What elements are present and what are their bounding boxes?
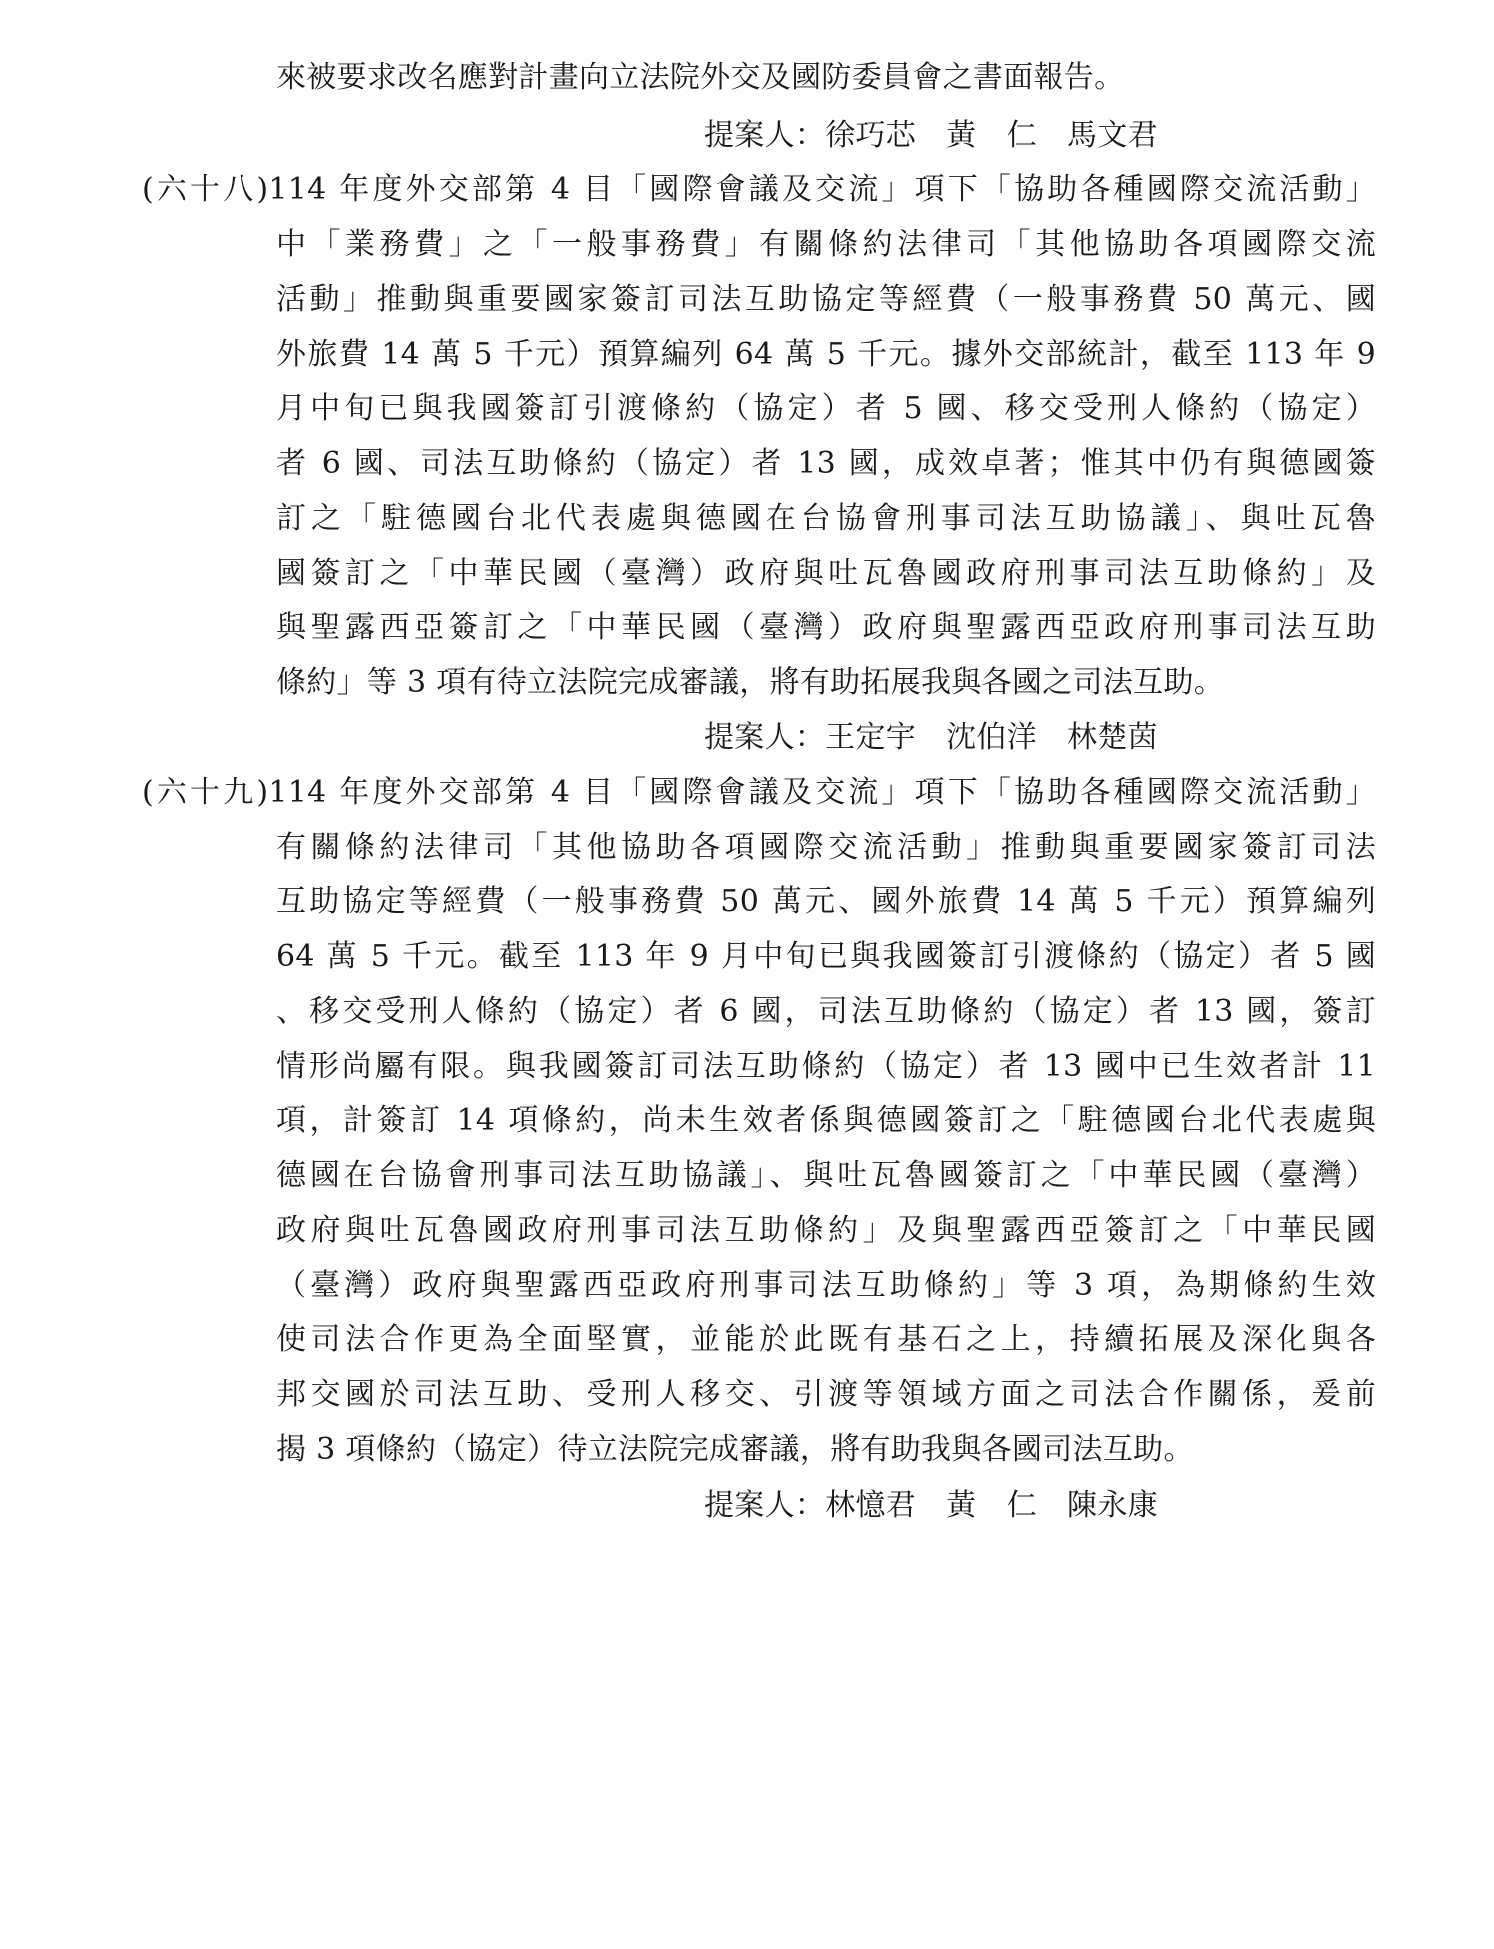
item-number: (六十九) [142,775,269,810]
item-text-line: 訂之「駐德國台北代表處與德國在台協會刑事司法互助協議」、與吐瓦魯 [276,501,1376,536]
proposer-name: 林憶君 [825,1488,917,1523]
item-text-line: 德國在台協會刑事司法互助協議」、與吐瓦魯國簽訂之「中華民國（臺灣） [276,1158,1376,1193]
item-text-line: 政府與吐瓦魯國政府刑事司法互助條約」及與聖露西亞簽訂之「中華民國 [276,1213,1376,1248]
item-text-line: 外旅費 14 萬 5 千元）預算編列 64 萬 5 千元。據外交部統計，截至 113 年 9 [276,337,1376,372]
item-68-proposer-line [704,718,1158,758]
item-text-line: 揭 3 項條約（協定）待立法院完成審議，將有助我與各國司法互助。 [276,1432,1194,1467]
item-text-line: 114 年度外交部第 4 目「國際會議及交流」項下「協助各種國際交流活動」 [268,775,1376,810]
item-text-line: 中「業務費」之「一般事務費」有關條約法律司「其他協助各項國際交流 [276,227,1376,262]
item-text-line: 有關條約法律司「其他協助各項國際交流活動」推動與重要國家簽訂司法 [276,830,1376,865]
proposer-name: 王定宇 [825,720,917,755]
item-text-line: 活動」推動與重要國家簽訂司法互助協定等經費（一般事務費 50 萬元、國 [276,282,1376,317]
proposer-label: 提案人： [704,118,826,153]
item-text-line: （臺灣）政府與聖露西亞政府刑事司法互助條約」等 3 項，為期條約生效 [276,1268,1376,1303]
item-text-line: 114 年度外交部第 4 目「國際會議及交流」項下「協助各種國際交流活動」 [268,172,1376,207]
item-text-line: 、移交受刑人條約（協定）者 6 國，司法互助條約（協定）者 13 國，簽訂 [276,994,1376,1029]
item-text-line: 國簽訂之「中華民國（臺灣）政府與吐瓦魯國政府刑事司法互助條約」及 [276,556,1376,591]
item-text-line: 邦交國於司法互助、受刑人移交、引渡等領域方面之司法合作關係，爰前 [276,1377,1376,1412]
intro-proposer-line [704,116,1158,156]
proposer-name: 沈伯洋 [946,720,1038,755]
item-text-line: 互助協定等經費（一般事務費 50 萬元、國外旅費 14 萬 5 千元）預算編列 [276,884,1376,919]
item-text-line: 項，計簽訂 14 項條約，尚未生效者係與德國簽訂之「駐德國台北代表處與 [276,1103,1376,1138]
item-text-line: 條約」等 3 項有待立法院完成審議，將有助拓展我與各國之司法互助。 [276,665,1225,700]
proposer-label: 提案人： [704,1488,826,1523]
item-text-line: 與聖露西亞簽訂之「中華民國（臺灣）政府與聖露西亞政府刑事司法互助 [276,610,1376,645]
proposer-name: 馬文君 [1067,118,1158,153]
item-text-line: 使司法合作更為全面堅實，並能於此既有基石之上，持續拓展及深化與各 [276,1322,1376,1357]
proposer-name: 陳永康 [1067,1488,1158,1523]
item-69-proposer-line [704,1486,1158,1526]
item-text-line: 情形尚屬有限。與我國簽訂司法互助條約（協定）者 13 國中已生效者計 11 [276,1049,1376,1084]
proposer-name: 徐巧芯 [825,118,917,153]
item-text-line: 64 萬 5 千元。截至 113 年 9 月中旬已與我國簽訂引渡條約（協定）者 5 國 [276,939,1376,974]
item-number: (六十八) [142,172,269,207]
proposer-name: 黃 仁 [946,1488,1038,1523]
proposer-name: 黃 仁 [946,118,1038,153]
item-text-line: 者 6 國、司法互助條約（協定）者 13 國，成效卓著；惟其中仍有與德國簽 [276,446,1376,481]
intro-line: 來被要求改名應對計畫向立法院外交及國防委員會之書面報告。 [276,60,1125,95]
item-68-first-line [142,170,1376,210]
item-69-first-line [142,773,1376,813]
proposer-label: 提案人： [704,720,826,755]
item-text-line: 月中旬已與我國簽訂引渡條約（協定）者 5 國、移交受刑人條約（協定） [276,391,1376,426]
proposer-name: 林楚茵 [1067,720,1158,755]
